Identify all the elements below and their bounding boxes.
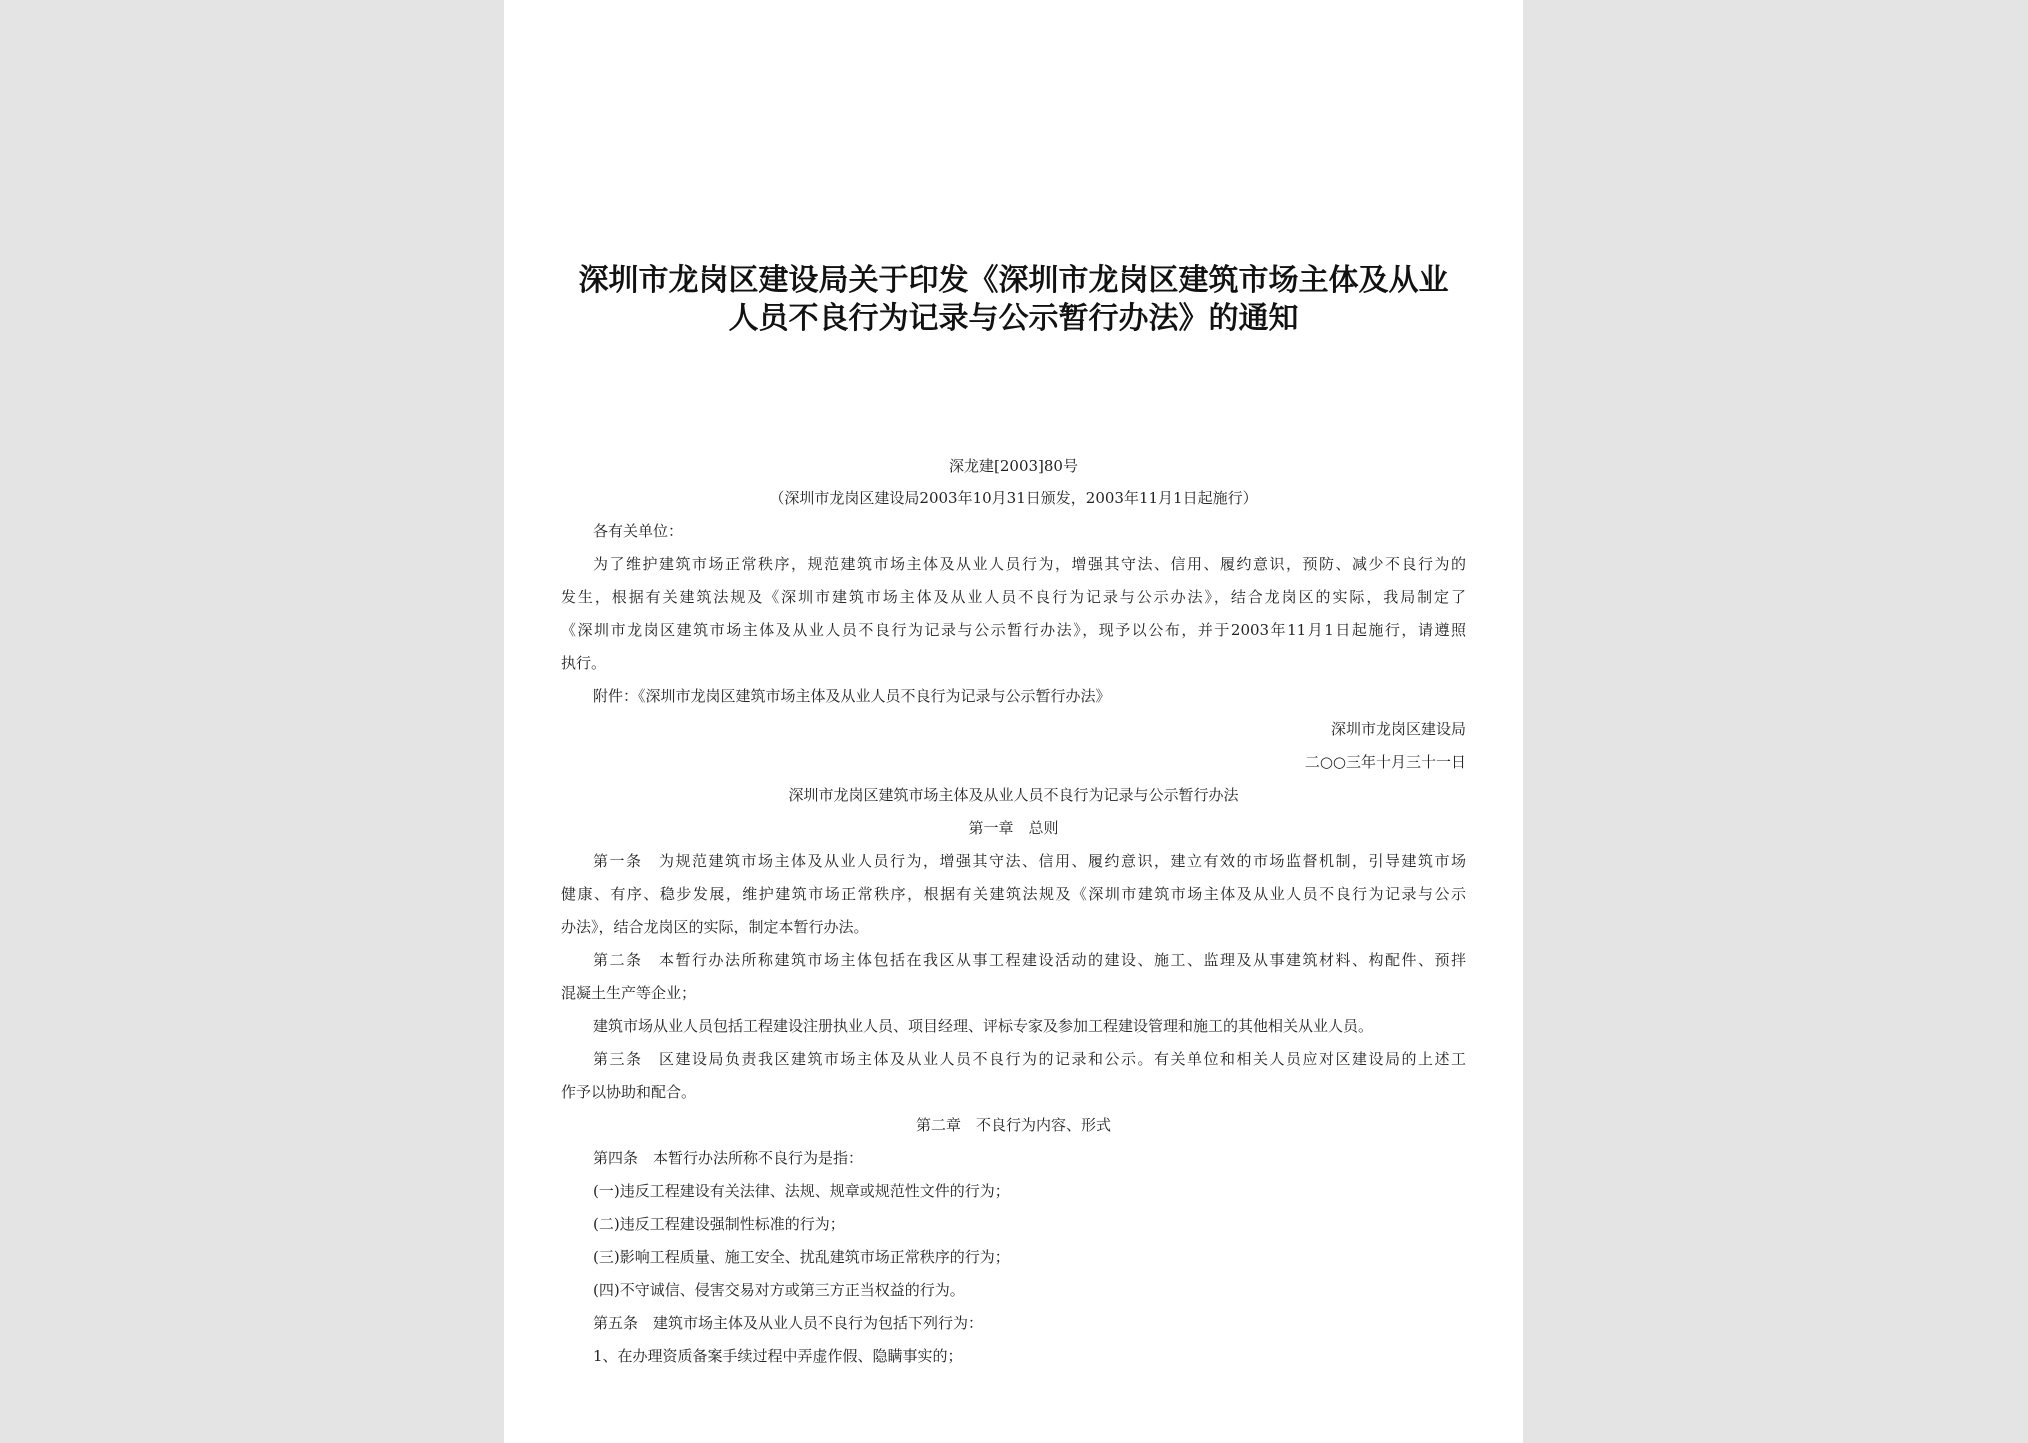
list-item: (一)违反工程建设有关法律、法规、规章或规范性文件的行为； xyxy=(593,1182,1010,1200)
article-line: 混凝土生产等企业； xyxy=(561,984,697,1002)
attachment-line: 附件：《深圳市龙岗区建筑市场主体及从业人员不良行为记录与公示暂行办法》 xyxy=(593,687,1111,705)
intro-line: 执行。 xyxy=(561,654,607,672)
article-line: 第五条 建筑市场主体及从业人员不良行为包括下列行为： xyxy=(593,1314,984,1332)
article-line: 办法》，结合龙岗区的实际，制定本暂行办法。 xyxy=(561,918,869,936)
signature-org: 深圳市龙岗区建设局 xyxy=(1330,720,1466,738)
list-item: (四)不守诚信、侵害交易对方或第三方正当权益的行为。 xyxy=(593,1281,965,1299)
measures-title: 深圳市龙岗区建筑市场主体及从业人员不良行为记录与公示暂行办法 xyxy=(788,786,1239,804)
intro-line: 为了维护建筑市场正常秩序，规范建筑市场主体及从业人员行为，增强其守法、信用、履约意识，预防、减少不良行为的 xyxy=(593,555,1466,573)
article-line: 第二条 本暂行办法所称建筑市场主体包括在我区从事工程建设活动的建设、施工、监理及从事建筑材料、构配件、预拌 xyxy=(593,951,1466,969)
document-page xyxy=(504,0,1523,1443)
list-item: (三)影响工程质量、施工安全、扰乱建筑市场正常秩序的行为； xyxy=(593,1248,1010,1266)
issue-note: （深圳市龙岗区建设局2003年10月31日颁发，2003年11月1日起施行） xyxy=(769,489,1258,507)
chapter-heading: 第二章 不良行为内容、形式 xyxy=(915,1116,1111,1134)
list-item: 1、在办理资质备案手续过程中弄虚作假、隐瞒事实的； xyxy=(593,1347,963,1365)
article-line: 健康、有序、稳步发展，维护建筑市场正常秩序，根据有关建筑法规及《深圳市建筑市场主体及从业人员不良行为记录与公示 xyxy=(561,885,1466,903)
article-line: 建筑市场从业人员包括工程建设注册执业人员、项目经理、评标专家及参加工程建设管理和施工的其他相关从业人员。 xyxy=(593,1017,1374,1035)
article-line: 作予以协助和配合。 xyxy=(561,1083,697,1101)
article-line: 第四条 本暂行办法所称不良行为是指： xyxy=(593,1149,864,1167)
list-item: (二)违反工程建设强制性标准的行为； xyxy=(593,1215,845,1233)
chapter-heading: 第一章 总则 xyxy=(968,819,1059,837)
article-line: 第三条 区建设局负责我区建筑市场主体及从业人员不良行为的记录和公示。有关单位和相关人员应对区建设局的上述工 xyxy=(593,1050,1466,1068)
signature-date: 二○○三年十月三十一日 xyxy=(1304,753,1466,771)
document-title: 深圳市龙岗区建设局关于印发《深圳市龙岗区建筑市场主体及从业人员不良行为记录与公示暂行办法》的通知 xyxy=(578,263,1449,336)
intro-line: 《深圳市龙岗区建筑市场主体及从业人员不良行为记录与公示暂行办法》，现予以公布，并于2003年11月1日起施行，请遵照 xyxy=(561,621,1466,639)
intro-line: 发生，根据有关建筑法规及《深圳市建筑市场主体及从业人员不良行为记录与公示办法》，结合龙岗区的实际，我局制定了 xyxy=(561,588,1466,606)
document-number: 深龙建[2003]80号 xyxy=(949,457,1078,475)
addressee: 各有关单位： xyxy=(593,522,684,540)
article-line: 第一条 为规范建筑市场主体及从业人员行为，增强其守法、信用、履约意识，建立有效的市场监督机制，引导建筑市场 xyxy=(593,852,1466,870)
